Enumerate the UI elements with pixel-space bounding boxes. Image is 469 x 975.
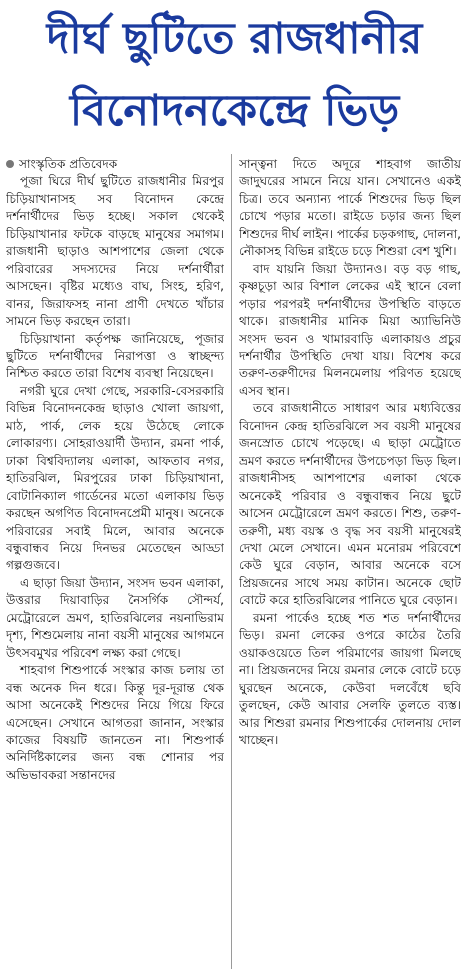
paragraph: পূজা ঘিরে দীর্ঘ ছুটিতে রাজধানীর মিরপুর চিড়িয়াখানাসহ সব বিনোদন কেন্দ্রে দর্শনার্থীদের ভিড় হচ্ছে। সকাল থেকেই চিড়িয়াখানার ফটকে বাড়ছে মানুষের সমাগম। রাজধানী ছাড়াও আশপাশের জেলা থেকে পরিবারের সদস্যদের নিয়ে দর্শনার্থীরা আসছেন। বৃষ্টির মধ্যেও বাঘ, সিংহ, হরিণ, বানর, জিরাফসহ নানা প্রাণী দেখতে খাঁচার সামনে ভিড় করছেন তারা। [6, 174, 224, 329]
column-divider [231, 154, 232, 969]
headline [0, 0, 469, 150]
byline-text: সাংস্কৃতিক প্রতিবেদক [19, 157, 118, 171]
article-column-left [6, 156, 224, 969]
bullet-icon [6, 160, 14, 168]
article-column-right [239, 156, 461, 969]
paragraph: রমনা পার্কেও হচ্ছে শত শত দর্শনার্থীদের ভিড়। রমনা লেকের ওপরে কাঠের তৈরি ওয়াকওয়েতে তিল পরিমাণের জায়গা মিলছে না। প্রিয়জনদের নিয়ে রমনার লেকে বোটে চড়ে ঘুরছেন অনেকে, কেউবা দলবেঁধে ছবি তুলছেন, কেউ আবার সেলফি তুলতে ব্যস্ত। আর শিশুরা রমনার শিশুপার্কের দোলনায় দোল খাচ্ছেন। [239, 610, 461, 747]
paragraph: সান্ত্বনা দিতে অদূরে শাহবাগ জাতীয় জাদুঘরের সামনে নিয়ে যান। সেখানেও একই চিত্র। তবে অন্যান্য পার্কে শিশুদের ভিড় ছিল চোখে পড়ার মতো। রাইডে চড়ার জন্য ছিল শিশুদের দীর্ঘ লাইন। পার্কের চড়কগাছ, দোলনা, নৌকাসহ বিভিন্ন রাইডে চড়ে শিশুরা বেশ খুশি। [239, 157, 461, 259]
paragraph: শাহবাগ শিশুপার্কে সংস্কার কাজ চলায় তা বন্ধ অনেক দিন ধরে। কিন্তু দূর-দূরান্ত থেক আসা অনেকেই শিশুদের নিয়ে গিয়ে ফিরে এসেছেন। সেখানে আগতরা জানান, সংস্কার কাজের বিষয়টি জানতেন না। শিশুপার্ক অনির্দিষ্টকালের জন্য বন্ধ শোনার পর অভিভাবকরা সন্তানদের [6, 663, 224, 782]
headline-line-2: বিনোদনকেন্দ্রে ভিড় [69, 86, 400, 136]
paragraph: বাদ যায়নি জিয়া উদ্যানও। বড় বড় গাছ, কৃষ্ণচূড়া আর বিশাল লেকের এই স্থানে বেলা পড়ার পরপরই দর্শনার্থীদের উপস্থিতি বাড়তে থাকে। রাজধানীর মানিক মিয়া অ্যাভিনিউ সংসদ ভবন ও খামারবাড়ি এলাকায়ও প্রচুর দর্শনার্থীর উপস্থিতি দেখা যায়। বিশেষ করে তরুণ-তরুণীদের মিলনমেলায় পরিণত হয়েছে এসব স্থান। [239, 261, 461, 398]
headline-line-1: দীর্ঘ ছুটিতে রাজধানীর [46, 14, 423, 64]
paragraph: তবে রাজধানীতে সাধারণ আর মধ্যবিত্তের বিনোদন কেন্দ্র হাতিরঝিলে সব বয়সী মানুষের জনস্রোত চোখে পড়েছে। এ ছাড়া মেট্রোতে ভ্রমণ করতে দর্শনার্থীদের উপচেপড়া ভিড় ছিল। রাজধানীসহ আশপাশের এলাকা থেকে অনেকেই পরিবার ও বন্ধুবান্ধব নিয়ে ছুটে আসেন মেট্রোরেলে ভ্রমণ করতে। শিশু, তরুণ-তরুণী, মধ্য বয়স্ক ও বৃদ্ধ সব বয়সী মানুষেরই দেখা মেলে সেখানে। এমন মনোরম পরিবেশে কেউ ঘুরে বেড়ান, আবার অনেকে বসে প্রিয়জনের সাথে সময় কাটান। অনেকে ছোট বোটে করে হাতিরঝিলের পানিতে ঘুরে বেড়ান। [239, 401, 461, 608]
paragraph: চিড়িয়াখানা কর্তৃপক্ষ জানিয়েছে, পূজার ছুটিতে দর্শনার্থীদের নিরাপত্তা ও স্বাচ্ছন্দ্য নিশ্চিত করতে তারা বিশেষ ব্যবস্থা নিয়েছেন। [6, 331, 224, 381]
byline [6, 156, 224, 173]
paragraph: নগরী ঘুরে দেখা গেছে, সরকারি-বেসরকারি বিভিন্ন বিনোদনকেন্দ্র ছাড়াও খোলা জায়গা, মাঠ, পার্ক, লেক হয়ে উঠেছে লোকে লোকারণ্য। সোহরাওয়ার্দী উদ্যান, রমনা পার্ক, ঢাকা বিশ্ববিদ্যালয় এলাকা, আফতাব নগর, হাতিরঝিল, মিরপুরের ঢাকা চিড়িয়াখানা, বোটানিক্যাল গার্ডেনের মতো এলাকায় ভিড় করছেন অগণিত বিনোদনপ্রেমী মানুষ। অনেকে পরিবারের সবাই মিলে, আবার অনেকে বন্ধুবান্ধব নিয়ে দিনভর মেতেছেন আড্ডা গল্পগুজবে। [6, 383, 224, 573]
paragraph: এ ছাড়া জিয়া উদ্যান, সংসদ ভবন এলাকা, উত্তরার দিয়াবাড়ির নৈসর্গিক সৌন্দর্য, মেট্রোরেলে ভ্রমণ, হাতিরঝিলের নয়নাভিরাম দৃশ্য, শিশুমেলায় নানা বয়সী মানুষের আগমনে উৎসবমুখর পরিবেশ লক্ষ্য করা গেছে। [6, 575, 224, 660]
